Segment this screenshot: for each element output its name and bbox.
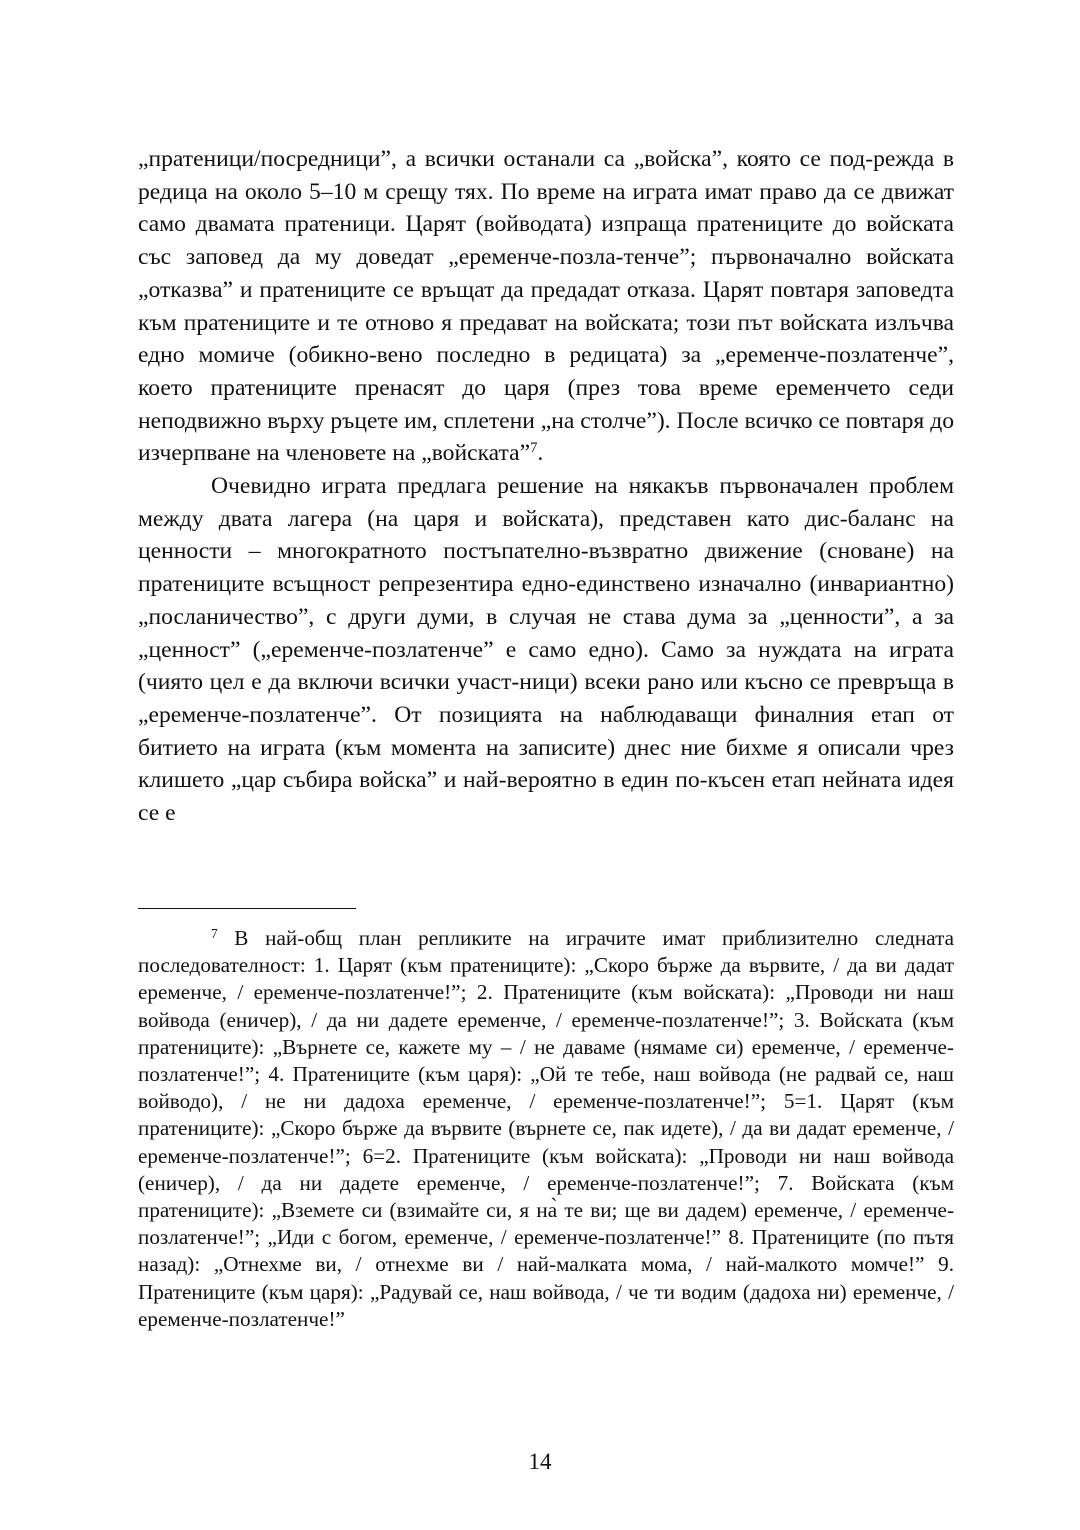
footnote-separator [138,908,356,909]
page-number: 14 [528,1449,552,1474]
footnote [138,925,954,1333]
paragraph-2 [138,470,954,830]
footnote-marker: 7 [211,925,218,941]
paragraph-1-text: „пратеници/посредници”, а всички останали са „войска”, която се под-режда в редица на около 5–10 м срещу тях. По време на играта имат право да се движат само двамата пратеници. Царят (войводата) изпраща пратениците до войската със заповед да му доведат „еременче-позла-тенче”; първоначално войската „отказва” и пратениците се връщат да предадат отказа. Царят повтаря заповедта към пратениците и те отново я предават на войската; този път войската излъчва едно момиче (обикно-вено последно в редицата) за „еременче-позлатенче”, което пратениците пренасят до царя (през това време еременчето седи неподвижно върху ръцете им, сплетени „на столче”). После всичко се повтаря до изчерпване на членовете на „войската” [138,146,954,467]
paragraph-2-text: Очевидно играта предлага решение на някакъв първоначален проблем между двата лагера (на царя и войската), представен като дис-баланс на ценности – многократното постъпателно-възвратно движение (сноване) на пратениците всъщност репрезентира едно-единствено изначално (инвариантно) „посланичество”, с други думи, в случая не става дума за „ценности”, а за „ценност” („еременче-позлатенче” е само едно). Само за нуждата на играта (чиято цел е да включи всички участ-ници) всеки рано или късно се превръща в „еременче-позлатенче”. От позицията на наблюдаващи финалния етап от битието на играта (към момента на записите) днес ние бихме я описали чрез клишето „цар събира войска” и най-вероятно в един по-късен етап нейната идея се е [138,473,954,827]
paragraph-1 [138,143,954,470]
main-text [138,143,954,830]
footnote-reference: 7 [530,440,538,457]
paragraph-1-tail: . [537,440,544,467]
footnote-text: В най-общ план репликите на играчите имат приблизително следната последователност: 1. Царят (към пратениците): „Скоро бърже да вървите, / да ви дадат еременче, / еременче-позлатенче!”; 2. Пратениците (към войската): „Проводи ни наш войвода (еничер), / да ни дадете еременче, / еременче-позлатенче!”; 3. Войската (към пратениците): „Върнете се, кажете му – / не даваме (нямаме си) еременче, / еременче-позлатенче!”; 4. Пратениците (към царя): „Ой те тебе, наш войвода (не радвай се, наш войводо), / не ни дадоха еременче, / еременче-позлатенче!”; 5=1. Царят (към пратениците): „Скоро бърже да вървите (върнете се, пак идете), / да ви дадат еременче, / еременче-позлатенче!”; 6=2. Пратениците (към войската): „Проводи ни наш войвода (еничер), / да ни дадете еременче, / еременче-позлатенче!”; 7. Войската (към пратениците): „Вземете си (взимайте си, я на̀ те ви; ще ви дадем) еременче, / еременче-позлатенче!”; „Иди с богом, еременче, / еременче-позлатенче!” 8. Пратениците (по пътя назад): „Отнехме ви, / отнехме ви / най-малката мома, / най-малкото момче!” 9. Пратениците (към царя): „Радувай се, наш войвода, / че ти водим (дадоха ни) еременче, / еременче-позлатенче!” [138,926,954,1331]
